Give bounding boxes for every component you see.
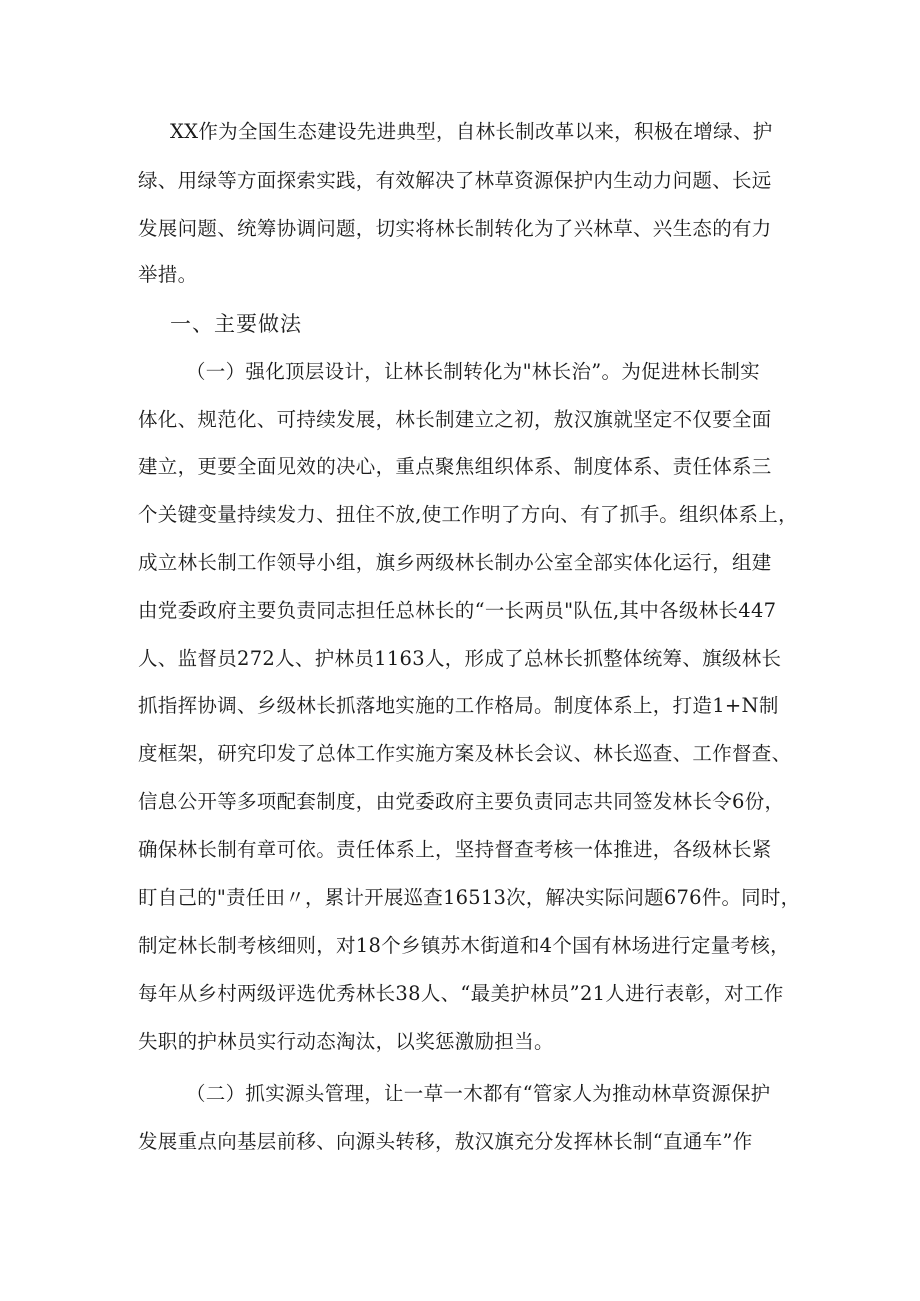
item-1-line-8: 抓指挥协调、乡级林长抓落地实施的工作格局。制度体系上，打造1+N制 bbox=[138, 694, 779, 717]
paragraph-intro-line-2: 绿、用绿等方面探索实践，有效解决了林草资源保护内生动力问题、长远 bbox=[138, 169, 772, 192]
item-1-line-1: （一）强化顶层设计，让林长制转化为"林长治”。为促进林长制实 bbox=[186, 360, 760, 383]
paragraph-intro-line-3: 发展问题、统筹协调问题，切实将林长制转化为了兴林草、兴生态的有力 bbox=[138, 217, 772, 240]
item-2-line-1: （二）抓实源头管理，让一草一木都有“管家人为推动林草资源保护 bbox=[186, 1082, 771, 1105]
item-1-line-7: 人、监督员272人、护林员1163人，形成了总林长抓整体统筹、旗级林长 bbox=[138, 647, 782, 670]
item-1-line-2: 体化、规范化、可持续发展，林长制建立之初，敖汉旗就坚定不仅要全面 bbox=[138, 408, 772, 431]
item-1-line-4: 个关键变量持续发力、扭住不放,使工作明了方向、有了抓手。组织体系上， bbox=[138, 503, 798, 526]
item-1-line-10: 信息公开等多项配套制度，由党委政府主要负责同志共同签发林长令6份， bbox=[138, 790, 785, 813]
paragraph-intro-line-4: 举措。 bbox=[138, 263, 198, 286]
item-1-line-3: 建立，更要全面见效的决心，重点聚焦组织体系、制度体系、责任体系三 bbox=[138, 455, 772, 478]
item-1-line-15: 失职的护林员实行动态淘汰，以奖惩激励担当。 bbox=[138, 1030, 554, 1053]
item-1-line-14: 每年从乡村两级评选优秀林长38人、“最美护林员”21人进行表彰，对工作 bbox=[138, 982, 784, 1005]
item-1-line-12: 盯自己的"责任田〃，累计开展巡查16513次，解决实际问题676件。同时， bbox=[138, 886, 801, 909]
item-1-line-9: 度框架，研究印发了总体工作实施方案及林长会议、林长巡查、工作督查、 bbox=[138, 742, 792, 765]
item-1-line-5: 成立林长制工作领导小组，旗乡两级林长制办公室全部实体化运行，组建 bbox=[138, 551, 772, 574]
paragraph-intro-line-1: XX作为全国生态建设先进典型，自林长制改革以来，积极在增绿、护 bbox=[170, 120, 773, 143]
item-1-line-13: 制定林长制考核细则，对18个乡镇苏木街道和4个国有林场进行定量考核， bbox=[138, 934, 790, 957]
section-heading: 一、主要做法 bbox=[170, 312, 302, 336]
item-1-line-6: 由党委政府主要负责同志担任总林长的“一长两员"队伍,其中各级林长447 bbox=[138, 599, 777, 622]
item-1-line-11: 确保林长制有章可依。责任体系上，坚持督查考核一体推进，各级林长紧 bbox=[138, 838, 772, 861]
item-2-line-2: 发展重点向基层前移、向源头转移，敖汉旗充分发挥林长制“直通车”作 bbox=[138, 1130, 753, 1153]
